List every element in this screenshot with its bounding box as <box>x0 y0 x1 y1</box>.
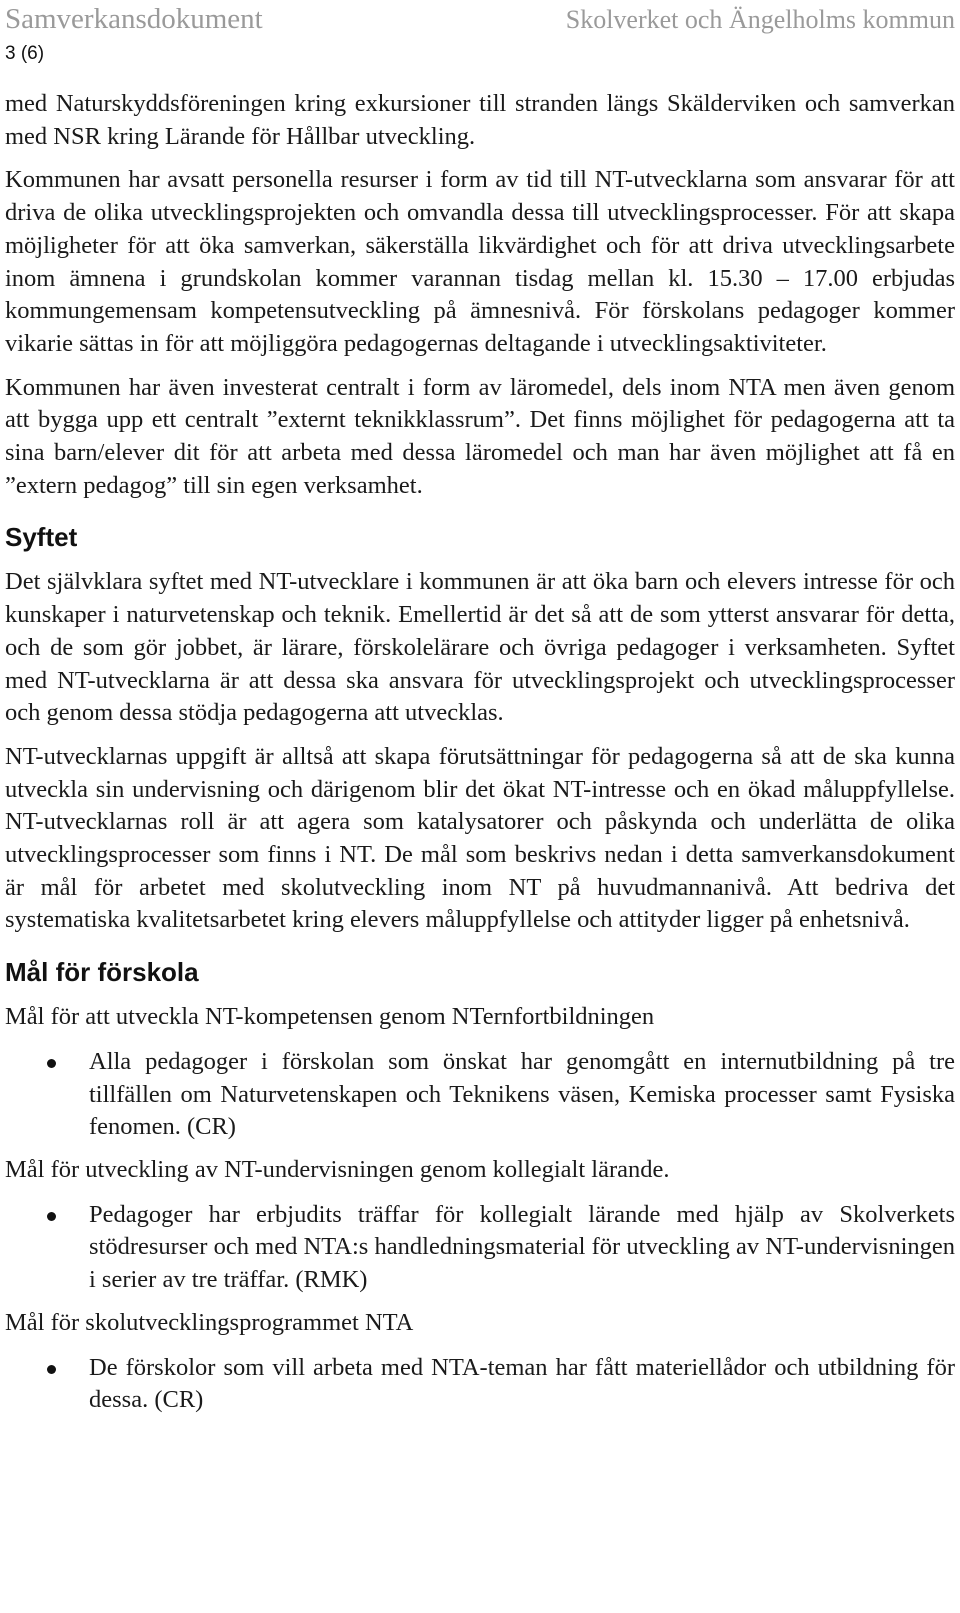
resources-paragraph: Kommunen har avsatt personella resurser i form av tid till NT-utvecklarna som ansvarar för att driva de olika utvecklingsprojekten och omvandla dessa till utvecklingsprocesser. För att skapa möjligheter för att öka samverkan, säkerställa likvärdighet och för att driva utvecklingsarbete inom ämnena i grundskolan kommer varannan tisdag mellan kl. 15.30 – 17.00 erbjudas kommungemensam kompetensutveckling på ämnesnivå. För förskolans pedagoger kommer vikarie sättas in för att möjliggöra pedagogernas deltagande i utvecklingsaktiviteter. <box>5 166 955 357</box>
list-item <box>5 1046 955 1144</box>
organization-name: Skolverket och Ängelholms kommun <box>565 5 955 34</box>
list-item <box>5 1199 955 1297</box>
goal-list <box>5 1046 955 1144</box>
running-header <box>5 2 955 36</box>
bullet-icon <box>47 1365 56 1374</box>
page-number: 3 (6) <box>5 43 45 64</box>
goal-list <box>5 1199 955 1297</box>
goal-item-text: Pedagoger har erbjudits träffar för kollegialt lärande med hjälp av Skolverkets stödresurser och med NTA:s handledningsmaterial för utveckling av NT-undervisningen i serier av tre träffar. (RMK) <box>89 1200 955 1294</box>
goal-item-text: De förskolor som vill arbeta med NTA-teman har fått materiellådor och utbildning för dessa. (CR) <box>89 1353 955 1414</box>
forskola-goals-heading: Mål för förskola <box>5 957 199 988</box>
syftet-heading: Syftet <box>5 522 78 553</box>
goal-label-nta-program: Mål för skolutvecklingsprogrammet NTA <box>5 1308 414 1336</box>
goal-label-collegial-learning: Mål för utveckling av NT-undervisningen genom kollegialt lärande. <box>5 1155 670 1183</box>
bullet-icon <box>47 1059 56 1068</box>
investments-paragraph: Kommunen har även investerat centralt i form av läromedel, dels inom NTA men även genom att bygga upp ett centralt ”externt teknikklassrum”. Det finns möjlighet för pedagogerna att ta sina barn/elever dit för att arbeta med dessa läromedel och man har även möjlighet att få en ”extern pedagog” till sin egen verksamhet. <box>5 373 955 499</box>
goal-list <box>5 1352 955 1417</box>
syftet-paragraph-1: Det självklara syftet med NT-utvecklare i kommunen är att öka barn och elevers intresse för och kunskaper i naturvetenskap och teknik. Emellertid är det så att de som ytterst ansvarar för detta, och de som gör jobbet, är lärare, förskolelärare och övriga pedagoger i verksamheten. Syftet med NT-utvecklarna är att dessa ska ansvara för utvecklingsprojekt och utvecklingsprocesser och genom dessa stödja pedagogerna att utvecklas. <box>5 568 955 727</box>
list-item <box>5 1352 955 1417</box>
body-text <box>5 88 955 1427</box>
intro-continuation-paragraph: med Naturskyddsföreningen kring exkursioner till stranden längs Skälderviken och samverkan med NSR kring Lärande för Hållbar utveckling. <box>5 90 955 150</box>
goal-item-text: Alla pedagoger i förskolan som önskat har genomgått en internutbildning på tre tillfällen om Naturvetenskapen och Teknikens väsen, Kemiska processer samt Fysiska fenomen. (CR) <box>89 1047 955 1141</box>
document-title: Samverkansdokument <box>5 3 263 35</box>
bullet-icon <box>47 1212 56 1221</box>
syftet-paragraph-2: NT-utvecklarnas uppgift är alltså att skapa förutsättningar för pedagogerna så att de ska kunna utveckla sin undervisning och därigenom blir det ökat NT-intresse och en ökad måluppfyllelse. NT-utvecklarnas roll är att agera som katalysatorer och påskynda och underlätta de olika utvecklingsprocesser som finns i NT. De mål som beskrivs nedan i detta samverkansdokument är mål för arbetet med skolutveckling inom NT på huvudmannanivå. Att bedriva det systematiska kvalitetsarbetet kring elevers måluppfyllelse och attityder ligger på enhetsnivå. <box>5 742 955 934</box>
goal-label-nt-competence: Mål för att utveckla NT-kompetensen genom NTernfortbildningen <box>5 1003 655 1031</box>
